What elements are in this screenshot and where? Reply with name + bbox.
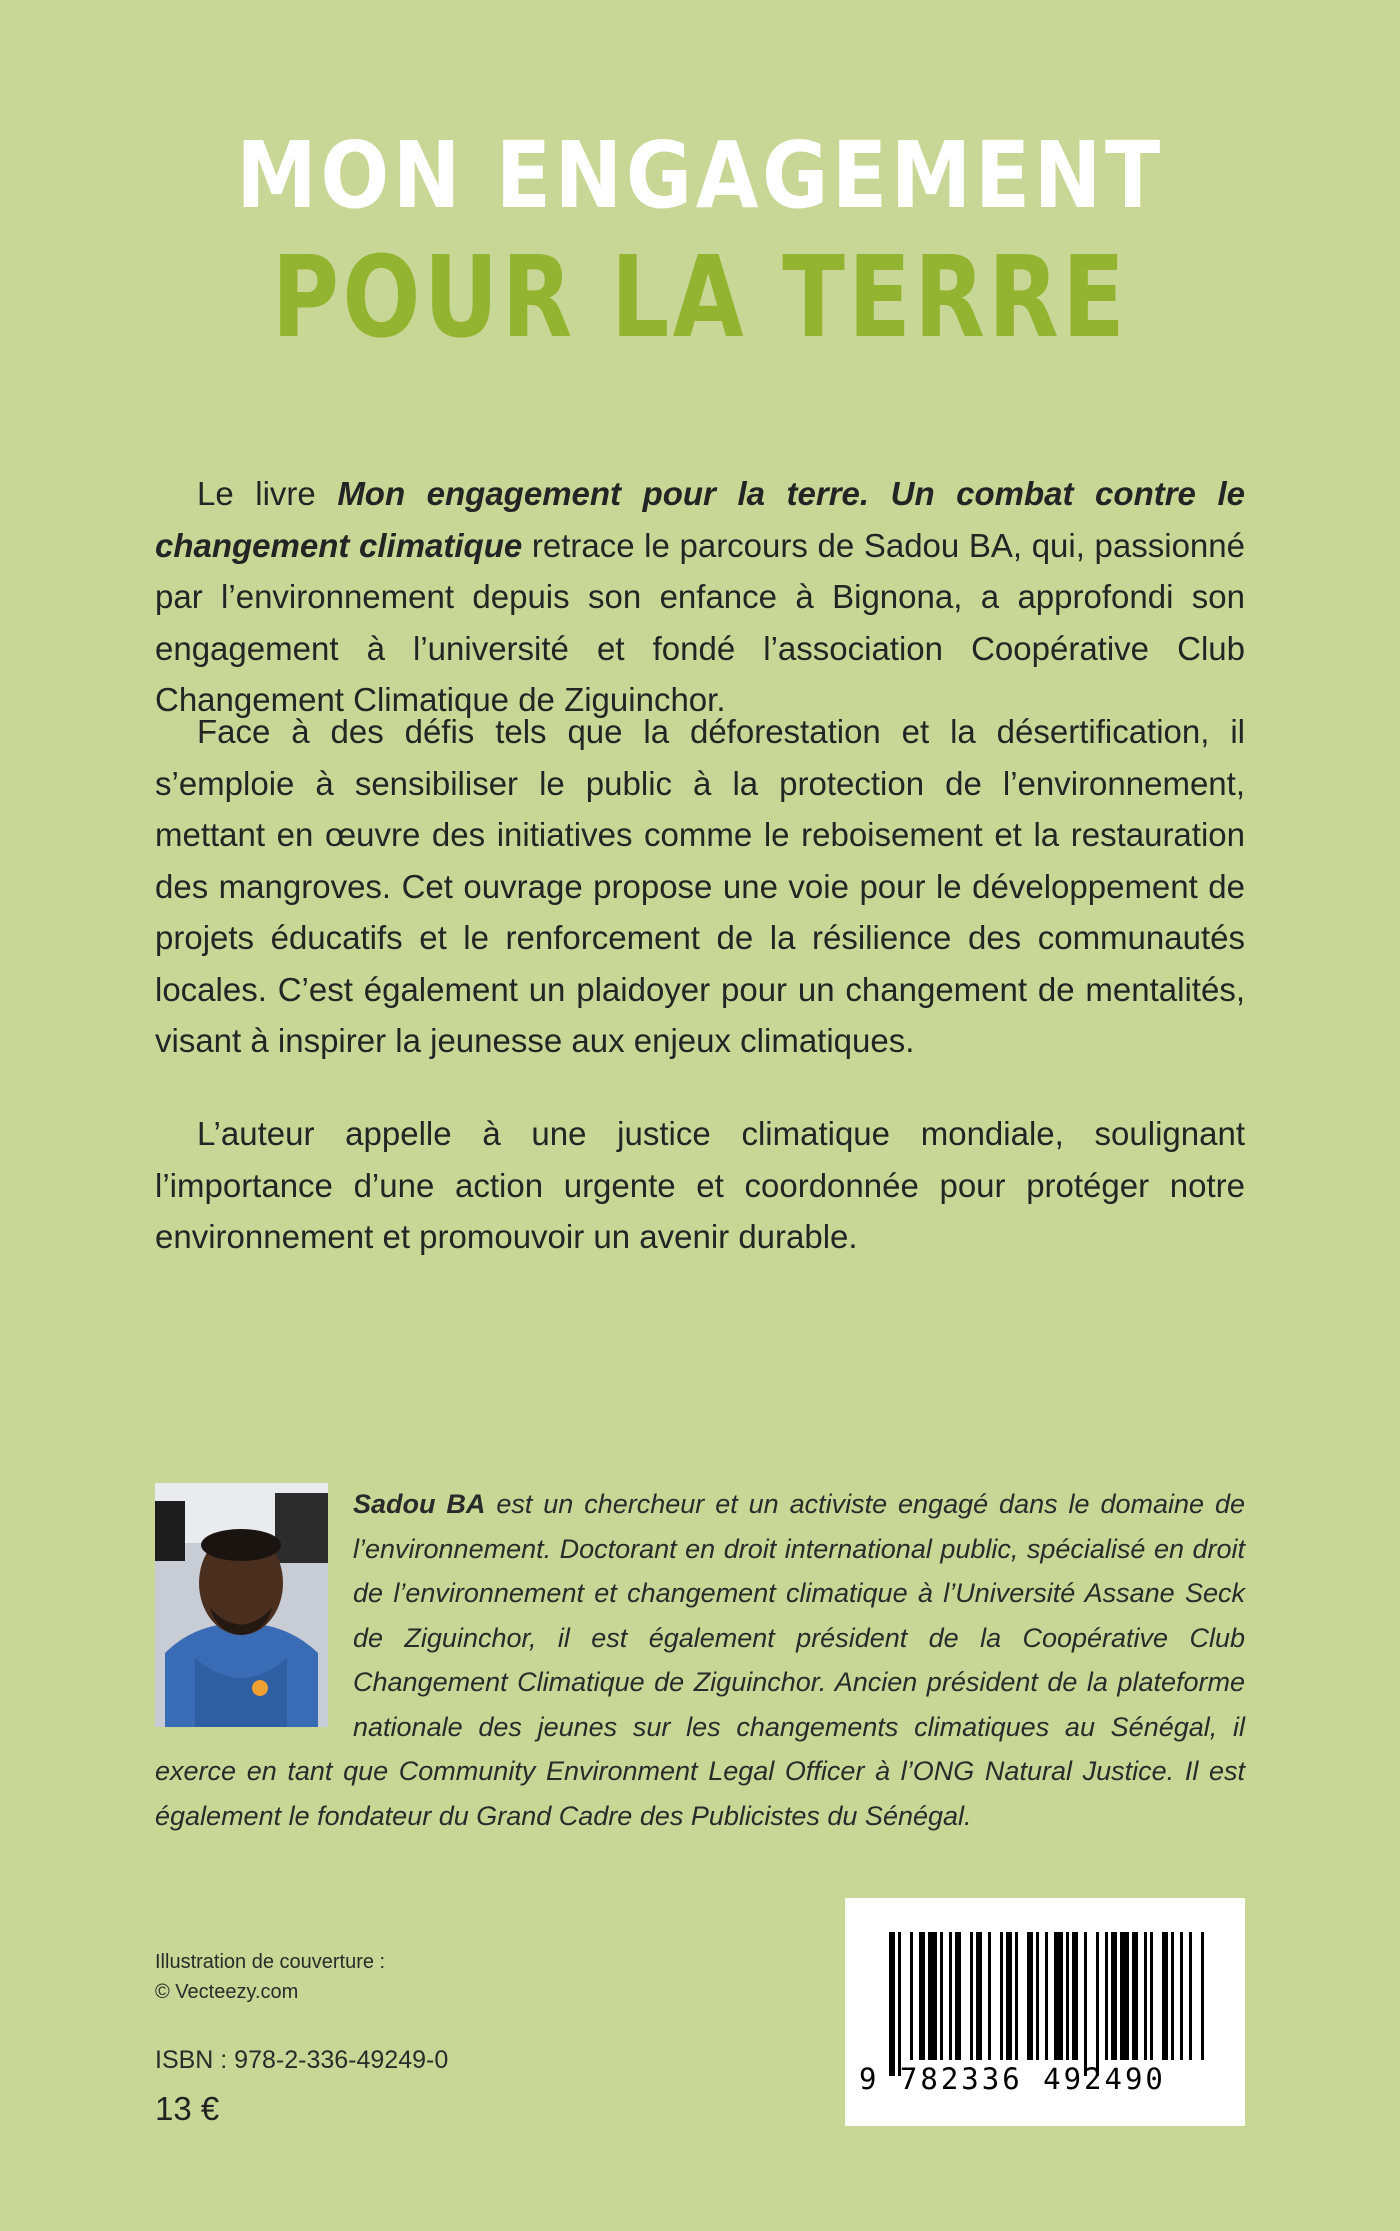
- credits-source: © Vecteezy.com: [155, 1981, 299, 2003]
- summary-text: L’auteur appelle à une justice climatique mondiale, soulignant l’importance d’une action urgente et coordonnée pour protéger notre environnement et promouvoir un avenir durable.: [155, 1115, 1245, 1255]
- barcode-bar: [1084, 1932, 1087, 2076]
- barcode-bar: [1036, 1932, 1039, 2060]
- barcode-digits: 9 782336 492490: [859, 2062, 1166, 2096]
- summary-paragraph-1: [155, 468, 1245, 726]
- barcode-bar: [928, 1932, 937, 2060]
- credits-label: Illustration de couverture :: [155, 1951, 386, 1973]
- book-title-line-2: POUR LA TERRE: [271, 233, 1129, 363]
- barcode-bar: [910, 1932, 913, 2060]
- barcode: [845, 1898, 1245, 2126]
- barcode-bar: [1105, 1932, 1108, 2060]
- barcode-bar: [1120, 1932, 1129, 2060]
- barcode-bar: [976, 1932, 982, 2060]
- barcode-bar: [1054, 1932, 1063, 2060]
- barcode-bar: [1015, 1932, 1018, 2060]
- barcode-bar: [1132, 1932, 1138, 2060]
- barcode-bar: [1000, 1932, 1003, 2060]
- barcode-bar: [1171, 1932, 1174, 2060]
- barcode-bar: [1066, 1932, 1069, 2060]
- author-biography: [155, 1482, 1245, 1838]
- book-price: 13 €: [155, 2090, 220, 2127]
- summary-lead: Le livre: [197, 475, 338, 512]
- barcode-bar: [1072, 1932, 1078, 2060]
- barcode-bar: [898, 1932, 901, 2076]
- summary-text: Face à des défis tels que la déforestation et la désertification, il s’emploie à sensibiliser le public à la protection de l’environnement, mettant en œuvre des initiatives comme le reboisement et la restauration des mangroves. Cet ouvrage propose une voie pour le développement de projets éducatifs et le renforcement de la résilience des communautés locales. C’est également un plaidoyer pour un changement de mentalités, visant à inspirer la jeunesse aux enjeux climatiques.: [155, 713, 1245, 1059]
- barcode-bar: [1027, 1932, 1033, 2060]
- barcode-bar: [970, 1932, 973, 2060]
- author-bio-text: est un chercheur et un activiste engagé dans le domaine de l’environnement. Doctorant en droit international public, spécialisé en droit de l’environnement et changement climatique à l’Université Assane Seck de Ziguinchor, il est également président de la Coopérative Club Changement Climatique de Ziguinchor. Ancien président de la plateforme nationale des jeunes sur les changements climatiques au Sénégal, il exerce en tant que Community Environment Legal Officer à l’ONG Natural Justice. Il est également le fondateur du Grand Cadre des Publicistes du Sénégal.: [155, 1489, 1245, 1831]
- barcode-bar: [1006, 1932, 1012, 2060]
- barcode-bar: [1201, 1932, 1204, 2060]
- barcode-bar: [1150, 1932, 1153, 2060]
- summary-text: retrace le parcours de Sadou BA, qui, passionné par l’environnement depuis son enfance à Bignona, a approfondi son engagement à l’université et fondé l’association Coopérative Club Changement Climatique de Ziguinchor.: [155, 526, 1245, 718]
- barcode-bar: [889, 1932, 895, 2076]
- barcode-bar: [1096, 1932, 1099, 2076]
- illustration-credits: [155, 1947, 385, 2007]
- summary-paragraph-2: [155, 706, 1245, 1067]
- isbn-number: ISBN : 978-2-336-49249-0: [155, 2046, 449, 2074]
- barcode-bar: [1045, 1932, 1048, 2060]
- summary-book-title: Mon engagement pour la terre. Un combat contre le changement climatique: [155, 475, 1245, 564]
- barcode-bar: [1180, 1932, 1183, 2060]
- author-name: Sadou BA: [353, 1489, 486, 1519]
- barcode-bar: [940, 1932, 943, 2060]
- book-title-line-1: MON ENGAGEMENT: [236, 122, 1164, 229]
- barcode-bar: [1144, 1932, 1147, 2060]
- barcode-bar: [988, 1932, 991, 2060]
- barcode-bar: [955, 1932, 961, 2060]
- barcode-bar: [949, 1932, 952, 2060]
- summary-paragraph-3: [155, 1108, 1245, 1263]
- barcode-bar: [1162, 1932, 1168, 2060]
- barcode-bar: [1189, 1932, 1192, 2060]
- barcode-bar: [919, 1932, 925, 2060]
- barcode-bar: [1111, 1932, 1117, 2060]
